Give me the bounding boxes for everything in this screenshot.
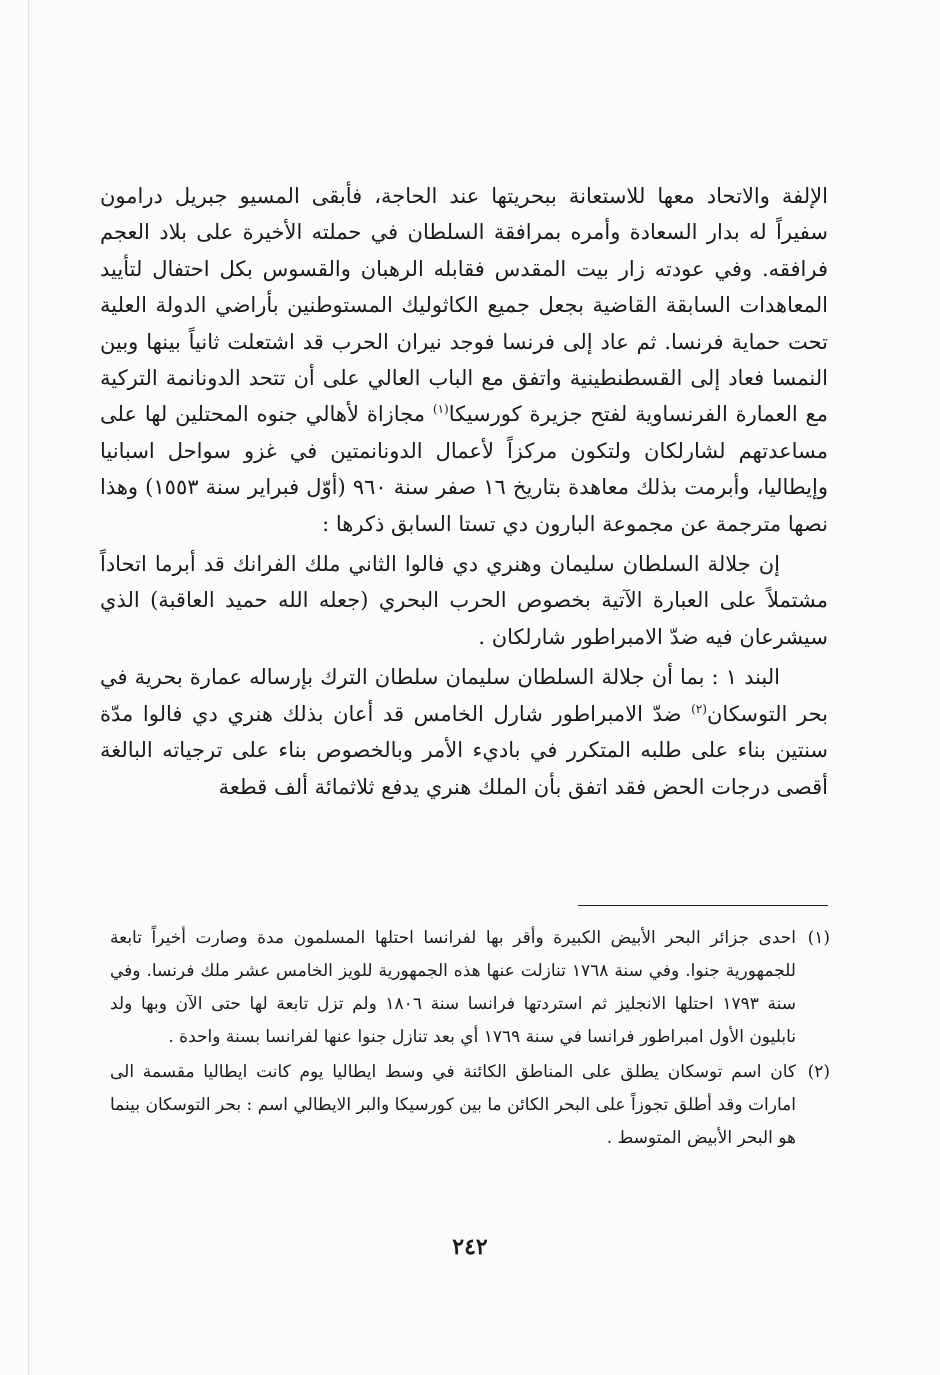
page-edge-line — [28, 0, 29, 1375]
footnote-ref-1: (١) — [432, 402, 449, 417]
paragraph-3-text: البند ١ : بما أن جلالة السلطان سليمان سلطان الترك بإرساله عمارة بحرية في بحر التوسكان — [100, 665, 828, 726]
page-number: ٢٤٢ — [452, 1234, 488, 1260]
paragraph-1-text: الإلفة والاتحاد معها للاستعانة ببحريتها عند الحاجة، فأبقى المسيو جبريل درامون سفيراً له بدار السعادة وأمره بمرافقة السلطان في حملته الأخيرة على بلاد العجم فرافقه. وفي عودته زار بيت المقدس فقابله الرهبان والقسوس بكل احتفال لتأييد المعاهدات السابقة القاضية بجعل جميع الكاثوليك المستوطنين بأراضي الدولة العلية تحت حماية فرنسا. ثم عاد إلى فرنسا فوجد نيران الحرب قد اشتعلت ثانياً بينها وبين النمسا فعاد إلى القسطنطينية واتفق مع الباب العالي على أن تتحد الدونانمة التركية مع العمارة الفرنساوية لفتح جزيرة كورسيكا — [100, 184, 828, 427]
footnote-2 — [110, 1056, 830, 1155]
footnote-ref-2: (٢) — [691, 701, 707, 716]
main-text — [100, 178, 828, 805]
paragraph-2: إن جلالة السلطان سليمان وهنري دي فالوا الثاني ملك الفرانك قد أبرما اتحاداً مشتملاً على العبارة الآتية بخصوص الحرب البحري (جعله الله حميد العاقبة) الذي سيشرعان فيه ضدّ الامبراطور شارلكان . — [100, 552, 828, 649]
paragraph-3-continued: ضدّ الامبراطور شارل الخامس قد أعان بذلك هنري دي فالوا مدّة سنتين بناء على طلبه المتكرر في باديء الأمر وبالخصوص بناء على ترجياته البالغة أقصى درجات الحض فقد اتفق بأن الملك هنري يدفع ثلاثمائة ألف قطعة — [100, 701, 828, 799]
paragraph-3 — [100, 659, 828, 805]
footnote-1-number: (١) — [807, 928, 830, 948]
footnote-2-text: كان اسم توسكان يطلق على المناطق الكائنة في وسط ايطاليا يوم كانت ايطاليا مقسمة الى امارات وقد أطلق تجوزاً على البحر الكائن ما بين كورسيكا والبر الايطالي اسم : بحر التوسكان بينما هو البحر الأبيض المتوسط . — [110, 1062, 796, 1148]
footnote-1-text: احدى جزائر البحر الأبيض الكبيرة وأقر بها لفرانسا احتلها المسلمون مدة وصارت أخيراً تابعة للجمهورية جنوا. وفي سنة ١٧٦٨ تنازلت عنها هذه الجمهورية للويز الخامس عشر ملك فرنسا. وفي سنة ١٧٩٣ احتلها الانجليز ثم استردتها فرانسا سنة ١٨٠٦ ولم تزل تابعة لها حتى الآن وبها ولد نابليون الأول امبراطور فرانسا في سنة ١٧٦٩ أي بعد تنازل جنوا عنها لفرانسا بسنة واحدة . — [110, 928, 796, 1047]
footnotes — [110, 922, 830, 1157]
footnote-separator — [578, 905, 828, 906]
footnote-1 — [110, 922, 830, 1054]
paragraph-1 — [100, 178, 828, 542]
footnote-2-number: (٢) — [807, 1062, 830, 1082]
paragraph-1-continued: مجازاة لأهالي جنوه المحتلين لها على مساعدتهم لشارلكان ولتكون مركزاً لأعمال الدونانمتين في غزو سواحل اسبانيا وإيطاليا، وأبرمت بذلك معاهدة بتاريخ ١٦ صفر سنة ٩٦٠ (أوّل فبراير سنة ١٥٥٣) وهذا نصها مترجمة عن مجموعة البارون دي تستا السابق ذكرها : — [100, 402, 828, 536]
